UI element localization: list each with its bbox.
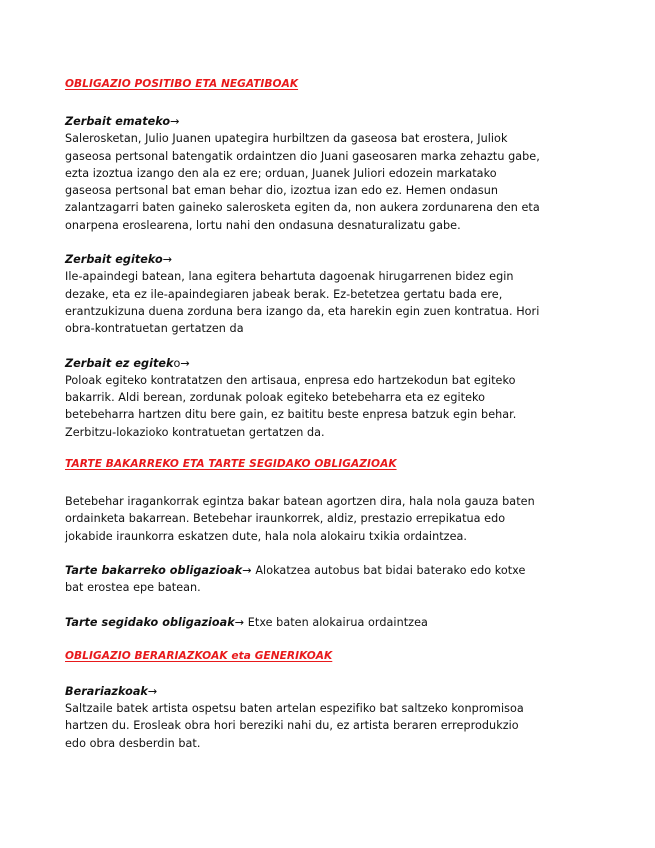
- right-arrow-icon: →: [242, 563, 252, 577]
- subtitle-berariazkoak: [65, 683, 595, 700]
- paragraph-berariazkoak: [65, 700, 595, 752]
- subtitle-tail: o: [173, 356, 181, 370]
- subtitle-text: Zerbait egiteko: [65, 253, 163, 267]
- text-line: dezake, eta ez ile-apaindegiaren jabeak berak. Ez-betetzea gertatu bada ere,: [65, 287, 503, 301]
- text-line: Poloak egiteko kontratatzen den artisaua, enpresa edo hartzekodun bat egiteko: [65, 373, 516, 387]
- text-line: edo obra desberdin bat.: [65, 736, 201, 750]
- text-line: bat erostea epe batean.: [65, 581, 201, 595]
- subtitle-text: Zerbait emateko: [65, 115, 171, 128]
- text-line: Ile-apaindegi batean, lana egitera behartuta dagoenak hirugarrenen bidez egin: [65, 270, 514, 284]
- text-line: Etxe baten alokairua ordaintzea: [244, 615, 428, 629]
- text-line: betebeharra hartzen ditu bere gain, ez baititu beste enpresa batzuk egin behar.: [65, 408, 517, 422]
- text-line: ezta izoztua izango den ala ez ere; orduan, Juanek Juliori edozein markatako: [65, 166, 497, 180]
- section-heading-positive-negative: OBLIGAZIO POSITIBO ETA NEGATIBOAK: [65, 78, 299, 90]
- text-line: erantzukizuna duena zorduna bera izango da, eta harekin egin zuen kontratua. Hori: [65, 304, 540, 318]
- text-line: Zerbitzu-lokazioko kontratuetan gertatzen da.: [65, 425, 325, 439]
- paragraph-zerbait-emateko: [65, 130, 595, 234]
- text-line: bakarrik. Aldi berean, zordunak poloak egiteko betebeharra eta ez egiteko: [65, 391, 486, 405]
- text-line: Saltzaile batek artista ospetsu baten artelan espezifiko bat saltzeko konpromisoa: [65, 702, 524, 716]
- text-line: Salerosketan, Julio Juanen upategira hurbiltzen da gaseosa bat erostera, Juliok: [65, 132, 508, 146]
- text-line: onarpena eroslearena, lortu nahi den ondasuna desnaturalizatu gabe.: [65, 218, 461, 232]
- subtitle-zerbait-emateko: [65, 113, 595, 130]
- paragraph-zerbait-egiteko: [65, 268, 595, 337]
- text-line: gaseosa pertsonal bat eman behar dio, izoztua izan edo ez. Hemen ondasun: [65, 184, 498, 198]
- right-arrow-icon: →: [234, 615, 245, 629]
- paragraph-zerbait-ez-egiteko: [65, 372, 595, 441]
- paragraph-tarte-intro: [65, 493, 595, 545]
- right-arrow-icon: →: [147, 684, 158, 698]
- inline-title: Tarte bakarreko obligazioak: [65, 563, 243, 577]
- text-line: gaseosa pertsonal batengatik ordaintzen dio Juani gaseosaren marka zehaztu gabe,: [65, 149, 540, 163]
- section-heading-berariazkoak: OBLIGAZIO BERARIAZKOAK eta GENERIKOAK: [65, 649, 333, 662]
- subtitle-text: Zerbait ez egitek: [65, 356, 174, 370]
- section-heading-tarte: TARTE BAKARREKO ETA TARTE SEGIDAKO OBLIGAZIOAK: [65, 458, 397, 471]
- text-line: jokabide iraunkorra eskatzen dute, hala nola alokairu txikia ordaintzea.: [65, 529, 468, 543]
- text-line: ordainketa bakarrean. Betebehar iraunkorrek, aldiz, prestazio errepikatua edo: [65, 512, 506, 526]
- paragraph-tarte-segidako: [65, 614, 595, 631]
- text-line: zalantzagarri baten gaineko salerosketa egiten da, non aukera zordunarena den eta: [65, 201, 540, 215]
- paragraph-tarte-bakarreko: [65, 562, 595, 597]
- text-line: obra-kontratuetan gertatzen da: [65, 322, 244, 336]
- text-line: Betebehar iragankorrak egintza bakar batean agortzen dira, hala nola gauza baten: [65, 495, 535, 509]
- text-line: Alokatzea autobus bat bidai baterako edo kotxe: [251, 563, 526, 577]
- subtitle-zerbait-ez-egiteko: [65, 355, 595, 372]
- right-arrow-icon: →: [170, 115, 180, 128]
- right-arrow-icon: →: [162, 253, 173, 267]
- inline-title: Tarte segidako obligazioak: [65, 615, 235, 629]
- subtitle-text: Berariazkoak: [65, 684, 148, 698]
- subtitle-zerbait-egiteko: [65, 251, 595, 268]
- right-arrow-icon: →: [180, 356, 190, 370]
- document-page: [65, 76, 595, 752]
- text-line: hartzen du. Erosleak obra hori bereziki nahi du, ez artista beraren erreprodukzio: [65, 719, 519, 733]
